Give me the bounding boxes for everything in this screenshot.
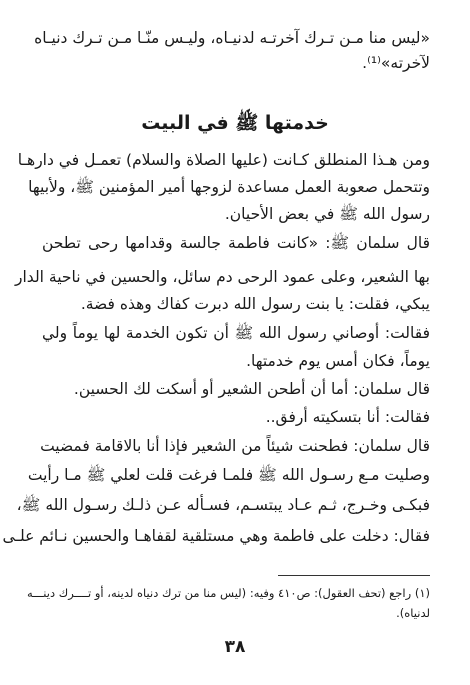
body-line: رسول الله ﷺ في بعض الأحيان. [224,205,430,223]
body-line: فبكـى وخـرج، ثـم عـاد يبتسـم، فسـأله عـن ذلـك رسـول الله ﷺ، [16,496,430,514]
body-line: قال سلمان: فطحنت شيئاً من الشعير فإذا أنا بالاقامة فمضيت [40,437,430,455]
body-line: ومن هـذا المنطلق كـانت (عليها الصلاة والسلام) تعمـل في دارهـا [17,151,430,169]
body-line: يوماً، فكان أمس يوم خدمتها. [246,352,430,370]
body-line: فقالت: أنا بتسكيته أرفق.. [265,408,430,426]
body-line: بها الشعير، وعلى عمود الرحى دم سائل، والحسين في ناحية الدار [15,268,430,286]
body-line: فقالت: أوصاني رسول الله ﷺ أن تكون الخدمة لها يوماً ولي [42,324,430,342]
body-line: لآخرته»⁽¹⁾. [362,54,430,72]
body-line: قال سلمان: أما أن أطحن الشعير أو أسكت لك الحسين. [73,380,430,398]
footnote-line: لدنياه). [396,606,430,620]
body-line: فقال: دخلت على فاطمة وهي مستلقية لقفاهـا والحسين نـائم علـى [2,527,430,545]
page-number: ٣٨ [224,637,246,657]
footnote-separator [278,575,430,576]
body-line: وتتحمل صعوبة العمل مساعدة لزوجها أمير المؤمنين ﷺ، ولأبيها [28,178,430,196]
body-line: يبكي، فقلت: يا بنت رسول الله دبرت كفاك وهذه فضة. [80,295,430,313]
section-heading: خدمتها ﷺ في البيت [141,112,329,134]
body-line: «ليس منا مـن تـرك آخرتـه لدنيـاه، وليـس منّـا مـن تـرك دنيـاه [34,29,430,47]
footnote-line: (١) راجع (تحف العقول): ص٤١٠ وفيه: (ليس منا من ترك دنياه لدينه، أو تــــرك دينـــه [27,586,430,600]
body-line: قال سلمان ﷺ: «كانت فاطمة جالسة وقدامها رحى تطحن [42,234,430,252]
body-line: وصليت مـع رسـول الله ﷺ فلمـا فرغت قلت لعلي ﷺ مـا رأيت [27,466,430,484]
